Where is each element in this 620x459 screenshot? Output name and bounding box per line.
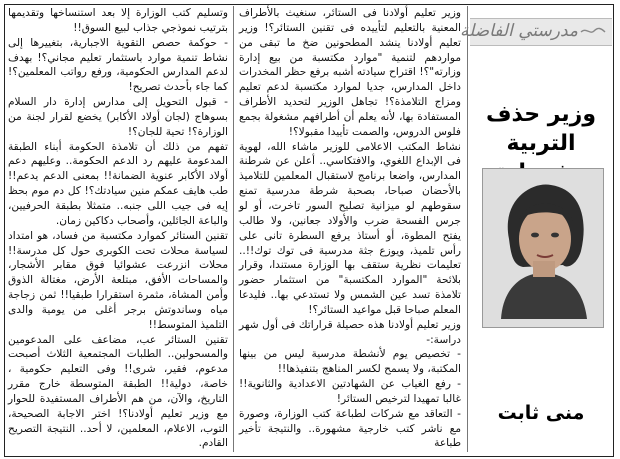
article-column-left bbox=[5, 4, 231, 456]
paragraph: تفهم من ذلك أن تلامذة الحكومة أبناء الطبقة المدعومة عليهم رد الدعم الحكومة.. وعليهم دعم أولاد الأكابر عنوية الضمانة!! بمعنى الدعم يدعم!! طب هايف عمكم منين سيادتك؟! كل دم موم بحظ إيه فى جيب اللى جنبه.. متمثلا بطبقة الحرفيين، والباعة الجائلين، وأصحاب دكاكين زمان. bbox=[8, 140, 228, 227]
author-photo bbox=[482, 168, 604, 328]
paragraph: وزير تعليم أولادنا هذه حصيلة قراراتك فى أول شهر دراسة:- bbox=[239, 318, 461, 346]
column-name: مدرستي الفاضلة bbox=[459, 21, 578, 41]
paragraph: نشاط المكتب الاعلامى للوزير ماشاء الله، لهوية فى الإبداع اللغوي، والافتكاسي.. أعلن عن شرطنة المدارس، واضعا برنامج لاستقبال المعلمين للتلاميذ بالأحضان صباحا، بصحبة شرطة مدرسية تمنع سقوطهم لو ميزانية تصليح السور تاخرت، أو لو جرس الفسحة ضرب والأولاد جعانين، ولا طالب يفتح المطوة، أو أستاذ يرفع السطرة تانى على رأس تلميذ، ويوزع جثة مدرسية فى توك توك!!.. تعليمات نظرية ستقف بها الوزارة مستندا، وقرار بلائحة "الموارد المكتسبة" من استثمار حضور تلامذة تسد عين الشمس ولا تستدعي بها.. فليدعا المعلم صباحا قبل مواعيد الستائر؟! bbox=[239, 140, 461, 316]
author-name: منى ثابت bbox=[497, 402, 585, 424]
paragraph: تقنين الستائر كموارد مكتسبة من فساد، هو امتداد لسياسة محلات تحت الكوبرى حول كل مدرسة!! محلات انزرعت عشوائيا فوق مقابر الأشجار، والمساحات الأفق، مبتلعة الأرض، مغتالة الذوق وأمن المشاة، مثمرة استقرارا طبقيا!! ثمن زجاجة مياه وساندوتش برجر أغلى من يومية والدى التلميذ المتوسط!! bbox=[8, 229, 228, 331]
paragraph: - رفع الغياب عن الشهادتين الاعدادية والثانوية!! غالبا تمهيدا لترخيص الستائر! bbox=[239, 378, 461, 405]
author-portrait-image bbox=[483, 169, 603, 327]
paragraph: - تخصيص يوم لأنشطة مدرسية ليس من بينها المكتبة، ولا يسمح لكسر المناهج بتنفيذها!! bbox=[239, 348, 461, 376]
paragraph: - التعاقد مع شركات لطباعة كتب الوزارة، وصورة مع ناشر كتب خارجية مشهورة.. والنتيجة تأخير طباعة bbox=[239, 407, 461, 450]
paragraph: - قبول التحويل إلى مدارس إدارة دار السلام بسوهاج (لجان أولاد الأكابر) يخضع لقرار لجنة من الوزارة؟! تحية للجان؟! bbox=[8, 96, 228, 138]
paragraph: تقنين الستائر عب، مضاعف على المدعومين والمسحولين.. الطلبات المجتمعية الثلاث أصبحت مدعوم، فقير، شرى!! وفى التعليم حكومية ، خاصة، دولية!! الطبقة المتوسطة خارج مقرر التاريخ، والآن، من هم الأطراف المستفيدة للحوار مع وزير تعليم أولادنا؟! اختر الاجابة الصحيحة، التوب، الاعلام، المعلمين، لا أحد.. النتيجة التصريح القادم. bbox=[8, 333, 228, 450]
headline-line: وزير حذف التربية bbox=[485, 102, 597, 156]
column-header-sidebar bbox=[459, 4, 612, 456]
paragraph: وزير تعليم أولادنا فى الستائر، سنغيث بالأطراف المعنية بالتعليم لتأييده فى تقنين الستائر؟! وزير تعليم أولادنا ينشد المطحونين ضخ ما تبقى من مواردهم لتنمية "موارد مكتسبة من بيع إدارة وزارته"؟! اقتراح سيادته أشبه برفع حظر المخدرات داخل المدارس، جديا لموارد مكتسبة لدعم تعليم ومزاج التلامذة؟! تجاهل الوزير لتحديد الأطراف المستفادة بها، لأنه يعلم أن أطرافهم مشغولة بجمع فلوس الدروس، والصمت تأييدا مقبولا؟! bbox=[239, 7, 461, 138]
column-divider bbox=[467, 6, 468, 452]
paragraph: - حوكمة حصص التقوية الاجبارية، بتغييرها إلى نشاط تنمية موارد باستثمار تعليم مجاني؟! بهدف لدعم المدارس الحكومية، ورفع رواتب المعلمين؟! كما جاء بأحدث تصريح! bbox=[8, 36, 228, 94]
article-column-middle bbox=[236, 4, 464, 456]
column-divider bbox=[233, 6, 234, 452]
paragraph: وتسليم كتب الوزارة إلا بعد استنساخها وتقديمها بترتيب نموذجي جذاب لبيع السوق!! bbox=[8, 7, 228, 34]
flourish-icon bbox=[580, 26, 606, 36]
